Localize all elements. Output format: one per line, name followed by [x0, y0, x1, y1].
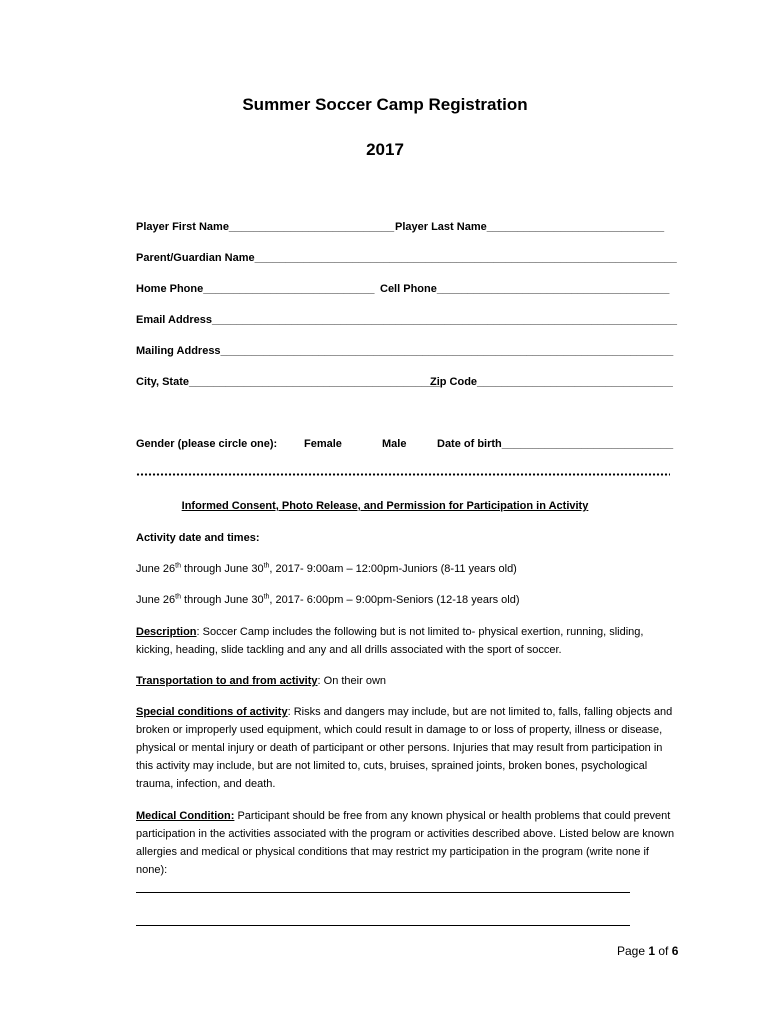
page-year: 2017 [366, 140, 404, 159]
home-phone-field[interactable]: Home Phone____________________________ [136, 283, 375, 295]
medical-answer-line-2[interactable] [136, 925, 630, 926]
transportation-paragraph [136, 672, 676, 690]
zip-code-field[interactable]: Zip Code________________________________ [430, 376, 673, 388]
player-first-name-field[interactable]: Player First Name___________________________ [136, 221, 395, 233]
medical-condition-paragraph [136, 807, 676, 879]
transportation-label: Transportation to and from activity [136, 675, 318, 687]
date-of-birth-field[interactable]: Date of birth____________________________ [437, 438, 674, 450]
transportation-text: : On their own [317, 675, 387, 687]
special-conditions-text: : Risks and dangers may include, but are not limited to, falls, falling objects and broken or improperly used equipment, which could result in damage to or loss of property, illness or disease, physical or mental injury or death of participant or other persons. Injuries that may result from participation in this activity may include, but are not limited to, cuts, bruises, sprained joints, broken bones, psychological trauma, infection, and death. [136, 706, 673, 790]
medical-condition-label: Medical Condition: [136, 810, 235, 822]
page-title: Summer Soccer Camp Registration [242, 95, 528, 114]
mailing-address-field[interactable]: Mailing Address__________________________________________________________________________ [136, 345, 674, 357]
special-conditions-paragraph [136, 703, 676, 793]
special-conditions-label: Special conditions of activity [136, 706, 288, 718]
medical-condition-text: Participant should be free from any known physical or health problems that could prevent participation in the activities associated with the program or activities described above. Listed below are known allergies and medical or physical conditions that may restrict my participation in the program (write none if none): [136, 810, 675, 876]
email-address-field[interactable]: Email Address____________________________________________________________________________ [136, 314, 677, 326]
activity-times-label: Activity date and times: [136, 532, 260, 544]
page-number: Page 1 of 6 [617, 944, 679, 958]
description-paragraph [136, 623, 676, 659]
gender-option-female[interactable]: Female [304, 438, 342, 450]
parent-guardian-field[interactable]: Parent/Guardian Name_____________________________________________________________________ [136, 252, 677, 264]
junior-session-text: June 26th through June 30th, 2017- 9:00am – 12:00pm-Juniors (8-11 years old) [136, 562, 517, 575]
player-last-name-field[interactable]: Player Last Name_____________________________ [395, 221, 665, 233]
medical-answer-line-1[interactable] [136, 892, 630, 893]
description-text: : Soccer Camp includes the following but is not limited to- physical exertion, running, sliding, kicking, heading, slide tackling and any and all drills associated with the sport of soccer. [136, 626, 644, 656]
senior-session-text: June 26th through June 30th, 2017- 6:00pm – 9:00pm-Seniors (12-18 years old) [136, 593, 520, 606]
consent-heading: Informed Consent, Photo Release, and Permission for Participation in Activity [181, 500, 589, 512]
description-label: Description [136, 626, 197, 638]
dotted-separator [136, 473, 670, 476]
gender-option-male[interactable]: Male [382, 438, 407, 450]
gender-label: Gender (please circle one): [136, 438, 278, 450]
city-state-field[interactable]: City, State_________________________________________ [136, 376, 440, 388]
cell-phone-field[interactable]: Cell Phone______________________________________ [380, 283, 670, 295]
